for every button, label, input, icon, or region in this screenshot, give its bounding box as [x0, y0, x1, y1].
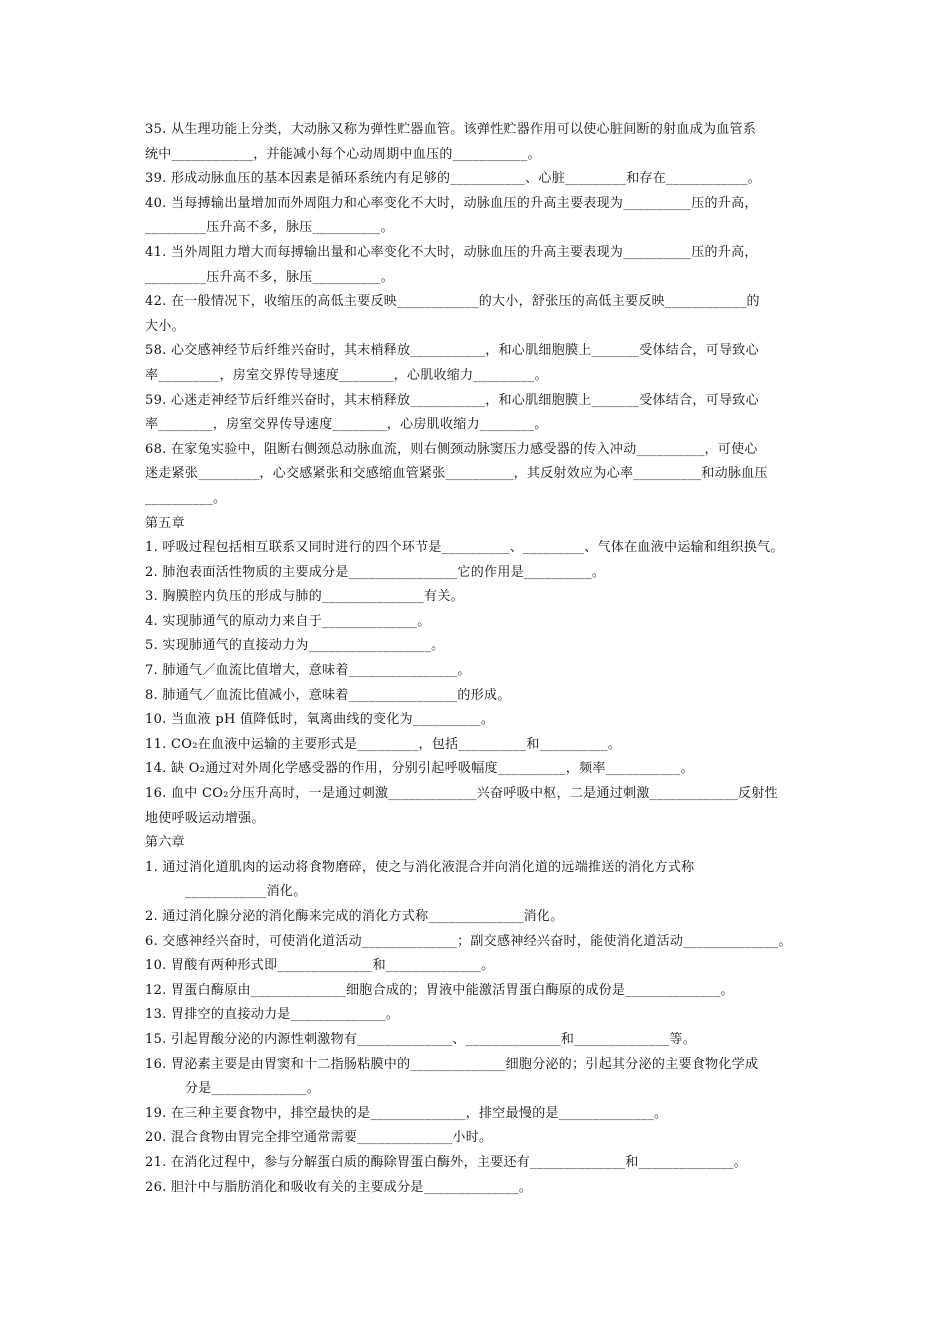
text-line: __________。 — [145, 490, 227, 506]
text-line: 统中____________，并能减小每个心动周期中血压的___________。 — [145, 146, 541, 162]
text-line: 8. 肺通气／血流比值减小，意味着________________的形成。 — [145, 687, 511, 703]
text-line: 2. 肺泡表面活性物质的主要成分是________________它的作用是__________。 — [145, 564, 606, 580]
text-line: 15. 引起胃酸分泌的内源性刺激物有______________、______________和______________等。 — [145, 1031, 697, 1047]
text-line: 2. 通过消化腺分泌的消化酶来完成的消化方式称______________消化。 — [145, 909, 564, 924]
text-line: 7. 肺通气／血流比值增大，意味着________________。 — [145, 663, 471, 679]
text-line: 地使呼吸运动增强。 — [145, 810, 265, 826]
text-line: _________压升高不多，脉压__________。 — [145, 220, 394, 236]
chapter-heading: 第五章 — [145, 515, 185, 531]
chapter-heading: 第六章 — [145, 835, 185, 851]
text-line: _________压升高不多，脉压__________。 — [145, 269, 394, 285]
text-line: 13. 胃排空的直接动力是______________。 — [145, 1007, 400, 1023]
document-body — [145, 118, 812, 1200]
text-line: 6. 交感神经兴奋时，可使消化道活动______________；副交感神经兴奋时，能使消化道活动______________。 — [145, 933, 792, 949]
text-line: 率________，房室交界传导速度________，心房肌收缩力________。 — [145, 417, 548, 433]
text-line: 19. 在三种主要食物中，排空最快的是______________，排空最慢的是______________。 — [145, 1105, 668, 1121]
text-line: 1. 通过消化道肌肉的运动将食物磨碎，使之与消化液混合并向消化道的远端推送的消化方式称 — [145, 859, 695, 875]
text-line: 4. 实现肺通气的原动力来自于______________。 — [145, 613, 431, 629]
text-line: 10. 当血液 pH 值降低时，氧离曲线的变化为__________。 — [145, 712, 495, 728]
text-line: 16. 胃泌素主要是由胃窦和十二指肠粘膜中的______________细胞分泌的；引起其分泌的主要食物化学成 — [145, 1056, 759, 1072]
text-line: 3. 胸膜腔内负压的形成与肺的_______________有关。 — [145, 589, 464, 605]
text-line: 59. 心迷走神经节后纤维兴奋时，其末梢释放___________，和心肌细胞膜上_______受体结合，可导致心 — [145, 392, 759, 408]
text-line: 39. 形成动脉血压的基本因素是循环系统内有足够的___________、心脏_________和存在____________。 — [145, 171, 762, 187]
text-line: ____________消化。 — [185, 884, 307, 900]
text-line: 21. 在消化过程中，参与分解蛋白质的酶除胃蛋白酶外，主要还有______________和______________。 — [145, 1154, 748, 1170]
text-line: 12. 胃蛋白酶原由______________细胞合成的；胃液中能激活胃蛋白酶原的成份是______________。 — [145, 982, 734, 998]
text-line: 41. 当外周阻力增大而每搏输出量和心率变化不大时，动脉血压的升高主要表现为__________压的升高， — [145, 244, 758, 260]
text-line: 14. 缺 O₂通过对外周化学感受器的作用，分别引起呼吸幅度__________，频率___________。 — [145, 761, 694, 777]
text-line: 大小。 — [145, 318, 185, 334]
text-line: 迷走紧张_________，心交感紧张和交感缩血管紧张__________，其反射效应为心率__________和动脉血压 — [145, 466, 768, 482]
text-line: 10. 胃酸有两种形式即______________和______________。 — [145, 958, 495, 974]
text-line: 分是______________。 — [185, 1081, 321, 1097]
text-line: 58. 心交感神经节后纤维兴奋时，其末梢释放___________，和心肌细胞膜上_______受体结合，可导致心 — [145, 343, 759, 359]
text-line: 5. 实现肺通气的直接动力为__________________。 — [145, 638, 445, 654]
text-line: 20. 混合食物由胃完全排空通常需要______________小时。 — [145, 1130, 493, 1146]
text-line: 1. 呼吸过程包括相互联系又同时进行的四个环节是__________、_________、气体在血液中运输和组织换气。 — [145, 540, 784, 556]
text-line: 35. 从生理功能上分类，大动脉又称为弹性贮器血管。该弹性贮器作用可以使心脏间断的射血成为血管系 — [145, 122, 757, 137]
text-line: 16. 血中 CO₂分压升高时，一是通过刺激_____________兴奋呼吸中枢，二是通过刺激_____________反射性 — [145, 786, 778, 802]
text-line: 42. 在一般情况下，收缩压的高低主要反映____________的大小，舒张压的高低主要反映____________的 — [145, 294, 760, 310]
text-line: 40. 当每搏输出量增加而外周阻力和心率变化不大时，动脉血压的升高主要表现为__________压的升高， — [145, 195, 758, 211]
text-line: 26. 胆汁中与脂肪消化和吸收有关的主要成分是______________。 — [145, 1179, 533, 1195]
text-line: 68. 在家兔实验中，阻断右侧颈总动脉血流，则右侧颈动脉窦压力感受器的传入冲动__________，可使心 — [145, 441, 758, 457]
text-line: 11. CO₂在血液中运输的主要形式是_________，包括__________和__________。 — [145, 736, 622, 752]
text-line: 率_________，房室交界传导速度________，心肌收缩力_________。 — [145, 367, 548, 383]
